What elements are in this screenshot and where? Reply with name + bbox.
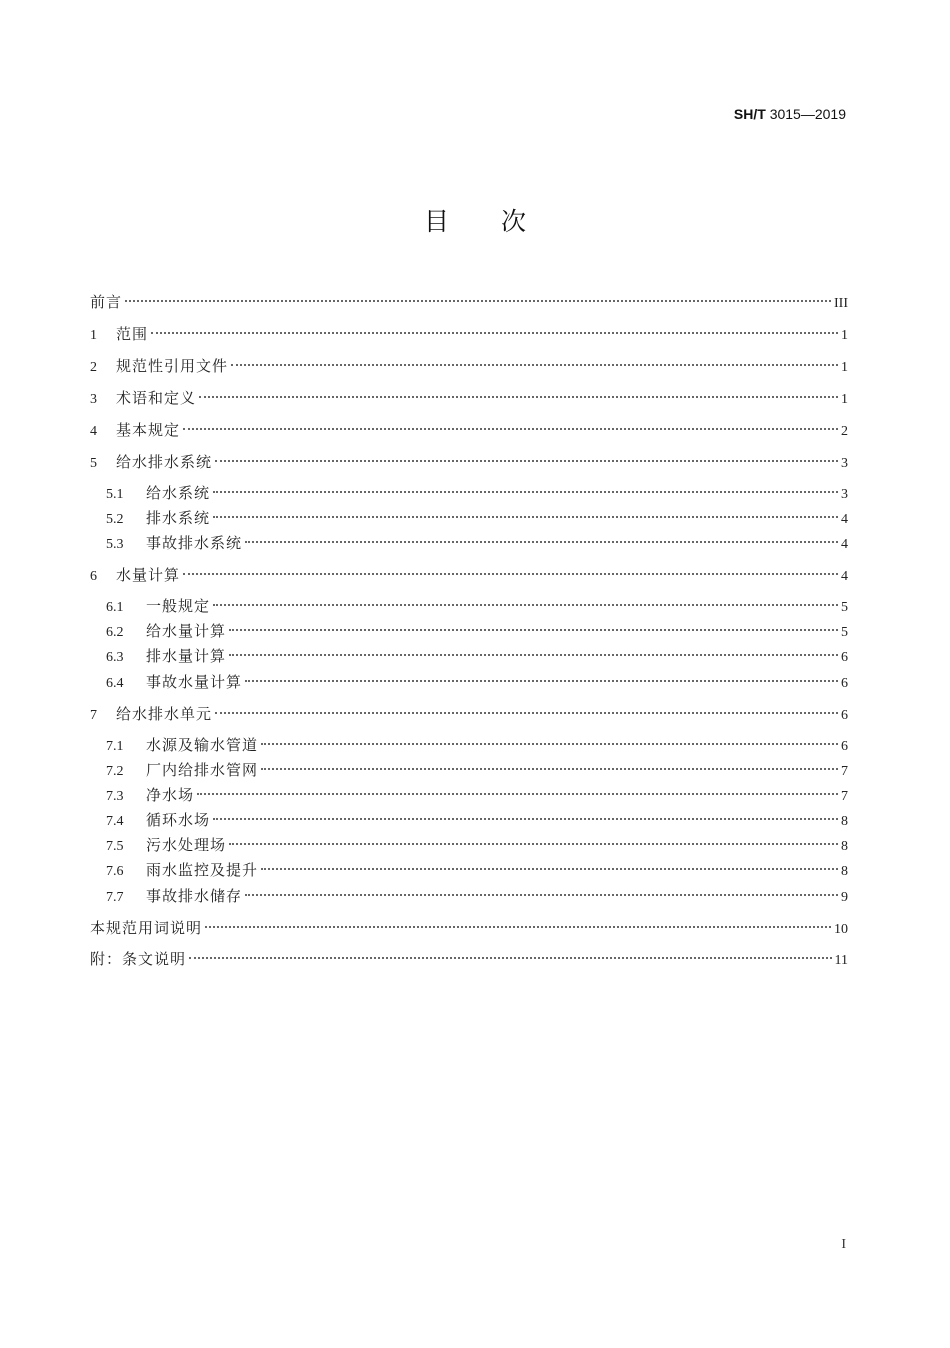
toc-entry-page: 4: [841, 569, 848, 584]
toc-entry-label: 净水场: [146, 786, 195, 804]
dot-leader: [229, 629, 838, 631]
toc-entry-number: 1: [90, 328, 97, 343]
toc-entry[interactable]: [106, 620, 848, 642]
toc-entry-label: 水量计算: [116, 566, 181, 584]
toc-entry-label: 给水量计算: [146, 622, 227, 640]
toc-entry-number: 6.3: [106, 650, 124, 665]
dot-leader: [245, 894, 838, 896]
toc-entry-page: 8: [841, 814, 848, 829]
toc-entry[interactable]: [90, 703, 848, 725]
toc-entry[interactable]: [106, 532, 848, 554]
toc-entry-number: 6.1: [106, 600, 124, 615]
toc-entry-page: 8: [841, 864, 848, 879]
toc-entry-number: 7.2: [106, 764, 124, 779]
toc-entry-number: 7.4: [106, 814, 124, 829]
toc-entry-label: 排水量计算: [146, 647, 227, 665]
standard-prefix: SH/T: [733, 106, 766, 122]
toc-entry-page: 4: [841, 537, 848, 552]
standard-number: 3015—2019: [765, 106, 846, 122]
toc-entry[interactable]: [90, 323, 848, 345]
toc-entry[interactable]: [106, 595, 848, 617]
toc-entry-label: 给水排水单元: [116, 705, 213, 723]
toc-entry-number: 7.1: [106, 739, 124, 754]
toc-entry-number: 7.3: [106, 789, 124, 804]
toc-entry-label: 事故排水系统: [146, 534, 243, 552]
toc-entry[interactable]: [90, 355, 848, 377]
toc-entry-page: 6: [841, 708, 848, 723]
toc-entry[interactable]: [106, 759, 848, 781]
dot-leader: [213, 491, 838, 493]
dot-leader: [245, 680, 838, 682]
toc-entry-label: 污水处理场: [146, 836, 227, 854]
dot-leader: [213, 604, 838, 606]
toc-entry[interactable]: [106, 645, 848, 667]
toc-entry-page: 1: [841, 392, 848, 407]
toc-entry-page: 7: [841, 789, 848, 804]
toc-entry[interactable]: [90, 451, 848, 473]
toc-entry-number: 7: [90, 708, 97, 723]
toc-entry[interactable]: [90, 419, 848, 441]
toc-entry-number: 3: [90, 392, 97, 407]
dot-leader: [215, 712, 838, 714]
dot-leader: [261, 768, 838, 770]
toc-entry[interactable]: [106, 507, 848, 529]
toc-entry[interactable]: [106, 809, 848, 831]
toc-entry-label: 附：条文说明: [90, 950, 187, 968]
toc-entry[interactable]: [106, 734, 848, 756]
toc-entry[interactable]: [106, 859, 848, 881]
toc-entry-number: 7.6: [106, 864, 124, 879]
toc-entry-page: 6: [841, 676, 848, 691]
toc-entry-label: 范围: [116, 325, 149, 343]
toc-entry-label: 一般规定: [146, 597, 211, 615]
dot-leader: [183, 573, 838, 575]
toc-entry[interactable]: [90, 291, 848, 313]
toc-entry-label: 前言: [90, 293, 123, 311]
toc-entry-page: 1: [841, 328, 848, 343]
toc-entry-page: 10: [834, 922, 848, 937]
toc-entry-label: 本规范用词说明: [90, 919, 203, 937]
dot-leader: [205, 926, 831, 928]
dot-leader: [261, 868, 838, 870]
toc-entry-number: 7.5: [106, 839, 124, 854]
standard-code: [734, 106, 846, 122]
toc-entry-label: 术语和定义: [116, 389, 197, 407]
toc-entry-number: 5.2: [106, 512, 124, 527]
toc-entry-number: 7.7: [106, 890, 124, 905]
dot-leader: [245, 541, 838, 543]
toc-entry[interactable]: [106, 482, 848, 504]
dot-leader: [183, 428, 838, 430]
toc-entry-page: 3: [841, 456, 848, 471]
dot-leader: [213, 516, 838, 518]
toc-entry-page: 2: [841, 424, 848, 439]
toc-entry-label: 厂内给排水管网: [146, 761, 259, 779]
toc-entry-page: 4: [841, 512, 848, 527]
toc-entry-number: 5: [90, 456, 97, 471]
dot-leader: [213, 818, 838, 820]
toc-entry[interactable]: [90, 564, 848, 586]
toc-entry-number: 5.1: [106, 487, 124, 502]
toc-entry-number: 5.3: [106, 537, 124, 552]
toc-entry-number: 6.4: [106, 676, 124, 691]
toc-entry-label: 水源及输水管道: [146, 736, 259, 754]
dot-leader: [151, 332, 838, 334]
toc-entry-label: 给水排水系统: [116, 453, 213, 471]
toc-entry-label: 事故排水储存: [146, 887, 243, 905]
dot-leader: [215, 460, 838, 462]
toc-entry-page: 9: [841, 890, 848, 905]
toc-entry-page: 5: [841, 625, 848, 640]
toc-entry-number: 6.2: [106, 625, 124, 640]
toc-entry[interactable]: [106, 784, 848, 806]
toc-entry-page: 3: [841, 487, 848, 502]
toc-entry[interactable]: [90, 917, 848, 939]
dot-leader: [229, 843, 838, 845]
dot-leader: [231, 364, 838, 366]
toc-entry[interactable]: [106, 885, 848, 907]
toc-entry-number: 6: [90, 569, 97, 584]
toc-entry-page: 6: [841, 650, 848, 665]
toc-entry-page: 1: [841, 360, 848, 375]
toc-entry-label: 规范性引用文件: [116, 357, 229, 375]
toc-entry-number: 4: [90, 424, 97, 439]
toc-entry-page: 6: [841, 739, 848, 754]
dot-leader: [229, 654, 838, 656]
toc-entry-label: 给水系统: [146, 484, 211, 502]
toc-entry[interactable]: [90, 948, 848, 970]
toc-entry-label: 循环水场: [146, 811, 211, 829]
toc-entry-page: 11: [834, 953, 848, 968]
toc-entry-page: 7: [841, 764, 848, 779]
toc-entry-label: 雨水监控及提升: [146, 861, 259, 879]
dot-leader: [261, 743, 838, 745]
toc-entry-page: III: [834, 296, 848, 311]
toc-entry[interactable]: [106, 671, 848, 693]
toc-entry[interactable]: [90, 387, 848, 409]
footer-page-number: I: [841, 1237, 846, 1252]
dot-leader: [189, 957, 832, 959]
toc-entry-page: 5: [841, 600, 848, 615]
toc-entry-label: 事故水量计算: [146, 673, 243, 691]
toc-entry-label: 基本规定: [116, 421, 181, 439]
toc-entry[interactable]: [106, 834, 848, 856]
page-title: 目次: [423, 207, 578, 236]
dot-leader: [199, 396, 838, 398]
toc-entry-label: 排水系统: [146, 509, 211, 527]
dot-leader: [197, 793, 838, 795]
toc-entry-number: 2: [90, 360, 97, 375]
toc-entry-page: 8: [841, 839, 848, 854]
dot-leader: [125, 300, 831, 302]
